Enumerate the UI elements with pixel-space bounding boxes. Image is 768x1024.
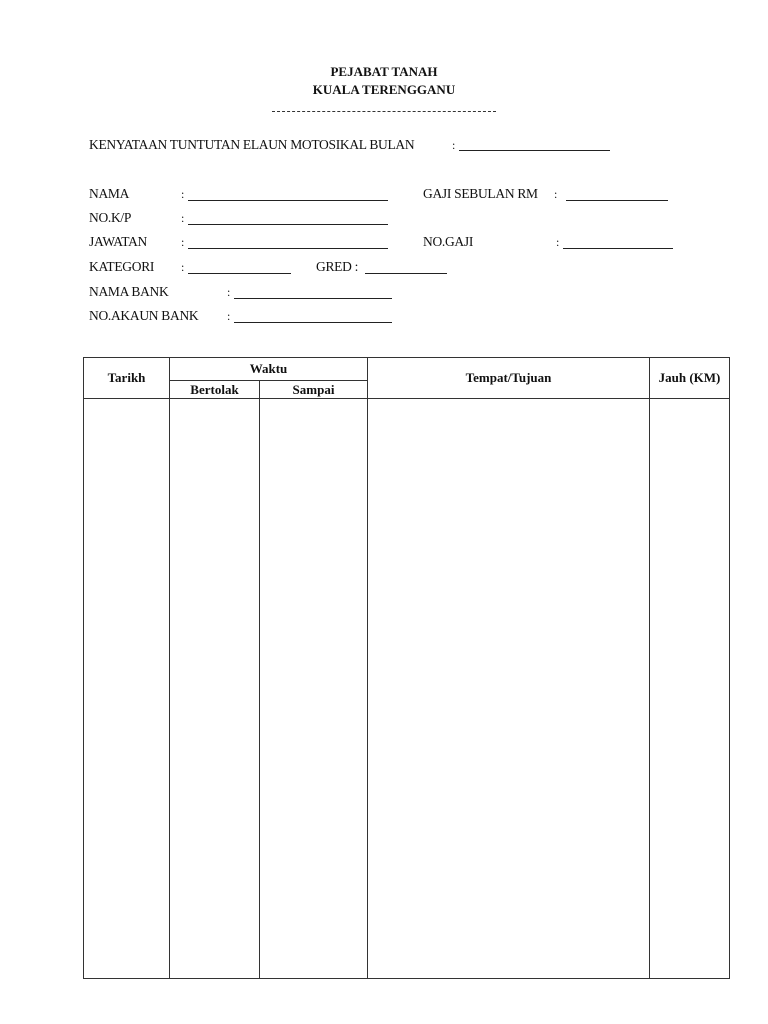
nama-bank-field[interactable] [234, 298, 392, 299]
nokp-field[interactable] [188, 224, 388, 225]
gred-label: GRED : [316, 259, 359, 274]
no-gaji-colon: : [556, 235, 560, 249]
tarikh-header: Tarikh [84, 358, 170, 399]
jauh-header: Jauh (KM) [650, 358, 730, 399]
gaji-field[interactable] [566, 200, 668, 201]
nama-colon: : [181, 187, 185, 201]
table-row [84, 399, 730, 979]
office-title: PEJABAT TANAH [330, 64, 438, 79]
nama-bank-colon: : [227, 285, 231, 299]
jawatan-label: JAWATAN [89, 234, 147, 249]
no-gaji-label: NO.GAJI [423, 234, 474, 249]
nama-bank-label: NAMA BANK [89, 284, 169, 299]
statement-colon: : [452, 138, 456, 152]
kategori-label: KATEGORI [89, 259, 155, 274]
waktu-header: Waktu [170, 358, 368, 381]
bertolak-cell[interactable] [170, 399, 260, 979]
nokp-label: NO.K/P [89, 210, 132, 225]
district-title: KUALA TERENGGANU [312, 82, 456, 97]
no-akaun-label: NO.AKAUN BANK [89, 308, 199, 323]
header-divider [272, 111, 496, 112]
claims-table [83, 357, 730, 979]
tempat-cell[interactable] [368, 399, 650, 979]
gaji-label: GAJI SEBULAN RM [423, 186, 538, 201]
kategori-field[interactable] [188, 273, 291, 274]
no-akaun-field[interactable] [234, 322, 392, 323]
jawatan-colon: : [181, 235, 185, 249]
tarikh-cell[interactable] [84, 399, 170, 979]
sampai-header: Sampai [260, 381, 368, 399]
nokp-colon: : [181, 211, 185, 225]
gaji-colon: : [554, 187, 558, 201]
statement-title: KENYATAAN TUNTUTAN ELAUN MOTOSIKAL BULAN [89, 137, 415, 152]
jawatan-field[interactable] [188, 248, 388, 249]
nama-field[interactable] [188, 200, 388, 201]
jauh-cell[interactable] [650, 399, 730, 979]
bertolak-header: Bertolak [170, 381, 260, 399]
month-field[interactable] [459, 150, 610, 151]
table-header-row [84, 358, 730, 381]
sampai-cell[interactable] [260, 399, 368, 979]
tempat-header: Tempat/Tujuan [368, 358, 650, 399]
no-akaun-colon: : [227, 309, 231, 323]
kategori-colon: : [181, 260, 185, 274]
gred-field[interactable] [365, 273, 447, 274]
nama-label: NAMA [89, 186, 130, 201]
no-gaji-field[interactable] [563, 248, 673, 249]
